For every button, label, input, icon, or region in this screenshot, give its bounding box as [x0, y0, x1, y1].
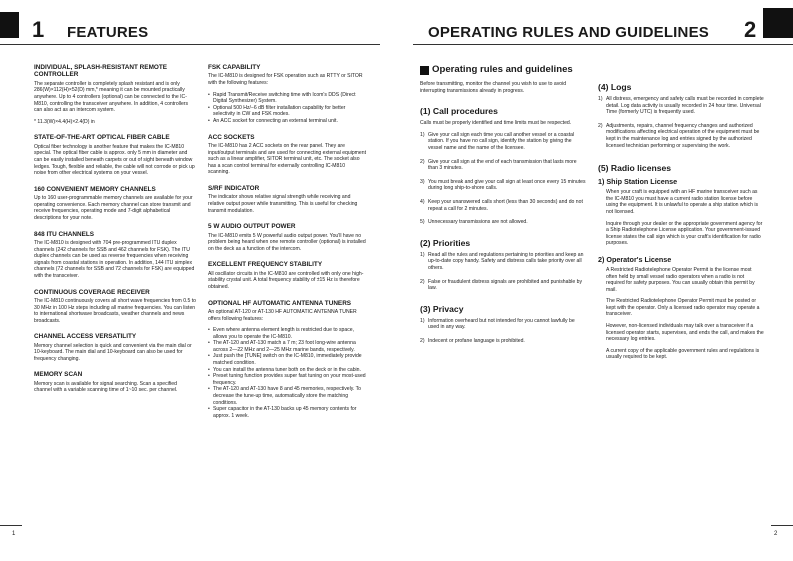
- logs-list: [598, 96, 764, 149]
- license-text: When your craft is equipped with an HF marine transceiver such as the IC-M810 you must have a current radio station license before using the equipment. It is unlawful to operate a ship station which is not licensed.: [606, 189, 759, 215]
- feature-optical-fiber: [34, 134, 196, 176]
- feature-fsk: [208, 64, 368, 125]
- ship-license-title: 1) Ship Station License: [598, 177, 678, 187]
- license-text: The Restricted Radiotelephone Operator Permit must be posted or kept with the operator. Only a licensed radio operator may operate a transceiver.: [606, 298, 760, 318]
- list-item: 2) Indecent or profane language is prohibited.: [420, 337, 525, 344]
- feature-heading: MEMORY SCAN: [34, 371, 83, 379]
- feature-text: Memory scan is available for signal searching. Scan a specified channel with a variable scanning time of 1~10 sec. per channel.: [34, 380, 178, 394]
- square-bullet-icon: [420, 66, 429, 75]
- rules-column-2: [598, 82, 764, 366]
- subsection-licenses-title: (5) Radio licenses: [598, 163, 672, 174]
- section-intro: Before transmitting, monitor the channel you wish to use to avoid interrupting transmissions already in progress.: [420, 81, 567, 94]
- feature-note: * 11.3(W)×4.4(H)×2.4(D) in: [34, 118, 95, 125]
- list-item-text: Indecent or profane language is prohibited.: [428, 337, 525, 344]
- feature-heading: EXCELLENT FREQUENCY STABILITY: [208, 261, 323, 269]
- license-text: Inquire through your dealer or the appropriate government agency for a Ship Radiotelephone License application. Your government-issued license states the call sign which is your craft's identification for radio purposes.: [606, 220, 763, 247]
- feature-heading: ACC SOCKETS: [208, 133, 255, 141]
- list-item-text: Unnecessary transmissions are not allowed.: [428, 219, 528, 226]
- bullet-item: • Preset tuning function provides super fast tuning on your most-used frequency.: [208, 373, 368, 386]
- page-number-left: 1: [12, 531, 16, 537]
- feature-heading: 848 ITU CHANNELS: [34, 230, 95, 238]
- feature-text: The IC-M810 emits 5 W powerful audio output power. You'll have no problem being heard when one remote controller (optional) is installed on the deck as a function of the intercom.: [208, 232, 366, 252]
- feature-text: The separate controller is completely splash resistant and is only 286(W)×112(H)×52(D) mm,* meaning it can be mounted practically anywhere. Up to 4 controllers (optional) can be connected to the IC-M810, controlling the transceiver anywhere. In addition, 4 controllers can also act as an intercom system.: [34, 80, 189, 114]
- list-item-text: Adjustments, repairs, channel frequency changes and authorized modifications affecting electrical operation of the equipment must be kept in the maintenance log and entries signed by the authorized licensed technician performing or supervising the work.: [606, 122, 760, 149]
- license-text: A Restricted Radiotelephone Operator Permit is the license most often held by small vessel radio operators when a radio is not required for safety purposes. You can usually obtain this permit by mail.: [606, 266, 755, 293]
- subsection-call-title: (1) Call procedures: [420, 106, 498, 117]
- license-text: However, non-licensed individuals may talk over a transceiver if a licensed operator starts, supervises, and ends the call, and makes the necessary log entries.: [606, 323, 764, 343]
- feature-heading: CONTINUOUS COVERAGE RECEIVER: [34, 288, 150, 296]
- call-procedures-list: [420, 132, 586, 226]
- feature-heading: 5 W AUDIO OUTPUT POWER: [208, 223, 296, 231]
- list-item-text: Give your call sign at the end of each transmission that lasts more than 3 minutes.: [428, 158, 577, 172]
- feature-bullets: [208, 92, 368, 125]
- operator-license-body: [598, 267, 764, 361]
- list-item: 5) Unnecessary transmissions are not allowed.: [420, 219, 528, 226]
- feature-text: Optical fiber technology is another feature that makes the IC-M810 special. The optical fiber cable is approx. only 5 mm in diameter and can be easily installed beneath carpets or out of sight beneath window ledges. Tough, flexible and reliable, the cable will not corrode or pick up noise from other electrical systems on your vessel.: [34, 143, 195, 177]
- list-item: 1) Give your call sign each time you call another vessel or a coastal station. If you have no call sign, identify the station by giving the vessel name and the name of the licensee.: [420, 131, 575, 151]
- feature-heading: CHANNEL ACCESS VERSATILITY: [34, 333, 137, 341]
- footer-rule-left: [0, 525, 22, 526]
- page-number-right: 2: [774, 531, 778, 537]
- bullet-item: • The AT-120 and AT-130 have 8 and 45 memories, respectively. To decrease the tune-up time, automatically store the matching conditions.: [208, 386, 368, 406]
- list-item-text: All distress, emergency and safety calls must be recorded in complete detail. Log data activity is usually recorded in 24 hour time. Universal Time (formerly UTC) is frequently used.: [606, 96, 764, 116]
- priorities-list: [420, 252, 586, 292]
- subsection-privacy-title: (3) Privacy: [420, 303, 464, 314]
- feature-srf-indicator: [208, 185, 368, 214]
- bullet-item: • An ACC socket for connecting an external terminal unit.: [208, 118, 368, 125]
- chapter-tab-left: [0, 12, 19, 38]
- list-item: 2) Give your call sign at the end of each transmission that lasts more than 3 minutes.: [420, 158, 577, 172]
- section-title: Operating rules and guidelines: [432, 64, 573, 75]
- features-column-1: [34, 64, 196, 399]
- list-item-text: You must break and give your call sign at least once every 15 minutes during long ship-to-shore calls.: [428, 178, 586, 192]
- subsection-logs-title: (4) Logs: [598, 82, 632, 92]
- feature-heading: STATE-OF-THE-ART OPTICAL FIBER CABLE: [34, 134, 170, 142]
- privacy-list: [420, 318, 586, 345]
- bullet-item: • Rapid Transmit/Receive switching time with Icom's DDS (Direct Digital Synthesizer) System.: [208, 92, 368, 105]
- ship-license-body: [598, 189, 764, 247]
- footer-rule-right: [771, 525, 793, 526]
- chapter-title-left: FEATURES: [67, 24, 149, 41]
- feature-text: The IC-M810 continuously covers all short wave frequencies from 0.5 to 30 MHz in 100 Hz steps including all marine frequencies. You can listen to international shortwave broadcasts, weather channels and news broadcasts.: [34, 297, 196, 324]
- feature-coverage-receiver: [34, 289, 196, 325]
- list-item: 3) You must break and give your call sign at least once every 15 minutes during long ship-to-shore calls.: [420, 178, 586, 192]
- feature-itu-channels: [34, 231, 196, 280]
- rules-column-1: [420, 64, 586, 351]
- feature-text: An optional AT-120 or AT-130 HF AUTOMATIC ANTENNA TUNER offers following features:: [208, 308, 357, 322]
- bullet-item: • Super capacitor in the AT-130 backs up 45 memory contents for approx. 1 week.: [208, 406, 368, 419]
- feature-heading: OPTIONAL HF AUTOMATIC ANTENNA TUNERS: [208, 299, 352, 307]
- list-item-text: Give your call sign each time you call another vessel or a coastal station. If you have no call sign, identify the station by giving the vessel name and the name of the licensee.: [428, 131, 575, 151]
- feature-text: All oscillator circuits in the IC-M810 are controlled with only one high-stability crystal unit. A total frequency stability of ±15 Hz is therefore obtained.: [208, 270, 364, 290]
- section-heading: [420, 64, 586, 76]
- feature-memory-scan: [34, 371, 196, 394]
- bullet-item: • The AT-120 and AT-130 match a 7 m; 23 foot long-wire antenna across 2—22 MHz and 2—25 MHz marine bands, respectively.: [208, 340, 368, 353]
- license-text: A current copy of the applicable government rules and regulations is usually required to be kept.: [606, 347, 760, 361]
- bullet-item: • Just push the [TUNE] switch on the IC-M810, immediately provide matched condition.: [208, 353, 368, 366]
- chapter-title-right: OPERATING RULES AND GUIDELINES: [427, 24, 709, 41]
- feature-text: The IC-M810 is designed for FSK operation such as RTTY or SITOR with the following features:: [208, 73, 363, 86]
- feature-channel-access: [34, 333, 196, 362]
- feature-audio-output: [208, 223, 368, 252]
- subsection-priorities-title: (2) Priorities: [420, 237, 471, 248]
- bullet-item: • You can install the antenna tuner both on the deck or in the cabin.: [208, 367, 368, 374]
- bullet-item: • Even where antenna element length is restricted due to space, allows you to operate the IC-M810.: [208, 327, 368, 340]
- list-item: 4) Keep your unanswered calls short (less than 30 seconds) and do not repeat a call for 2 minutes.: [420, 198, 583, 212]
- header-rule-left: [0, 44, 380, 45]
- chapter-tab-right: [763, 8, 793, 38]
- list-item-text: Keep your unanswered calls short (less than 30 seconds) and do not repeat a call for 2 minutes.: [428, 198, 583, 212]
- feature-heading: 160 CONVENIENT MEMORY CHANNELS: [34, 185, 156, 193]
- list-item: 2) False or fraudulent distress signals are prohibited and punishable by law.: [420, 278, 583, 292]
- feature-text: The IC-M810 is designed with 704 pre-programmed ITU duplex channels (242 channels for SSB and 462 channels for FSK). The ITU duplex channels can be used as reverse frequencies when receiving signals from coastal stations in operation. In addition, 144 ITU simplex channels (72 channels for SSB and 72 channels for FSK) are equipped with the transceiver.: [34, 239, 195, 279]
- feature-heading: FSK CAPABILITY: [208, 64, 261, 71]
- feature-antenna-tuners: [208, 300, 368, 420]
- feature-remote-controller: [34, 64, 196, 125]
- list-item-text: Read all the rules and regulations pertaining to priorities and keep an up-to-date copy handy. Safety and distress calls take priority over all others.: [428, 251, 584, 271]
- feature-memory-channels: [34, 186, 196, 222]
- list-item-text: Information overheard but not intended for you cannot lawfully be used in any way.: [428, 317, 575, 331]
- chapter-number-right: 2: [744, 17, 757, 42]
- feature-heading: INDIVIDUAL, SPLASH-RESISTANT REMOTE CONTROLLER: [34, 64, 168, 79]
- list-item: 1) All distress, emergency and safety calls must be recorded in complete detail. Log data activity is usually recorded in 24 hour time. Universal Time (formerly UTC) is frequently used.: [598, 96, 764, 116]
- feature-heading: S/RF INDICATOR: [208, 184, 260, 192]
- feature-text: Memory channel selection is quick and convenient via the main dial or 10-keyboard. The main dial and 10-keyboard can also be used for frequency changing.: [34, 342, 192, 362]
- chapter-number-left: 1: [32, 17, 45, 42]
- feature-text: The indicator shows relative signal strength while receiving and relative output power while transmitting. This is useful for checking transmit modulation.: [208, 194, 358, 214]
- feature-text: The IC-M810 has 2 ACC sockets on the rear panel. They are input/output terminals and are used for connecting external equipment such as a linear amplifier, SITOR terminal unit, etc. The socket also has a scan control terminal for externally controlling IC-M810 scanning.: [208, 142, 367, 176]
- feature-text: Up to 160 user-programmable memory channels are available for your operating convenience. Each memory channel can store transmit and receive frequencies, operating mode and 7-digit alphabetical descriptions for your note.: [34, 195, 193, 221]
- feature-bullets: [208, 327, 368, 419]
- list-item: 1) Read all the rules and regulations pertaining to priorities and keep an up-to-date copy handy. Safety and distress calls take priority over all others.: [420, 251, 584, 271]
- header-rule-right: [413, 44, 793, 45]
- list-item-text: False or fraudulent distress signals are prohibited and punishable by law.: [428, 278, 583, 292]
- subsection-intro: Calls must be properly identified and time limits must be respected.: [420, 120, 572, 127]
- list-item: 2) Adjustments, repairs, channel frequency changes and authorized modifications affecting electrical operation of the equipment must be kept in the maintenance log and entries signed by the authorized licensed technician performing or supervising the work.: [598, 122, 760, 149]
- feature-frequency-stability: [208, 261, 368, 290]
- list-item: 1) Information overheard but not intended for you cannot lawfully be used in any way.: [420, 317, 575, 331]
- operator-license-title: 2) Operator's License: [598, 254, 672, 264]
- feature-acc-sockets: [208, 134, 368, 176]
- bullet-item: • Optional 500 Hz/−6 dB filter installation capability for better selectivity in CW and FSK modes.: [208, 105, 368, 118]
- features-column-2: [208, 64, 368, 424]
